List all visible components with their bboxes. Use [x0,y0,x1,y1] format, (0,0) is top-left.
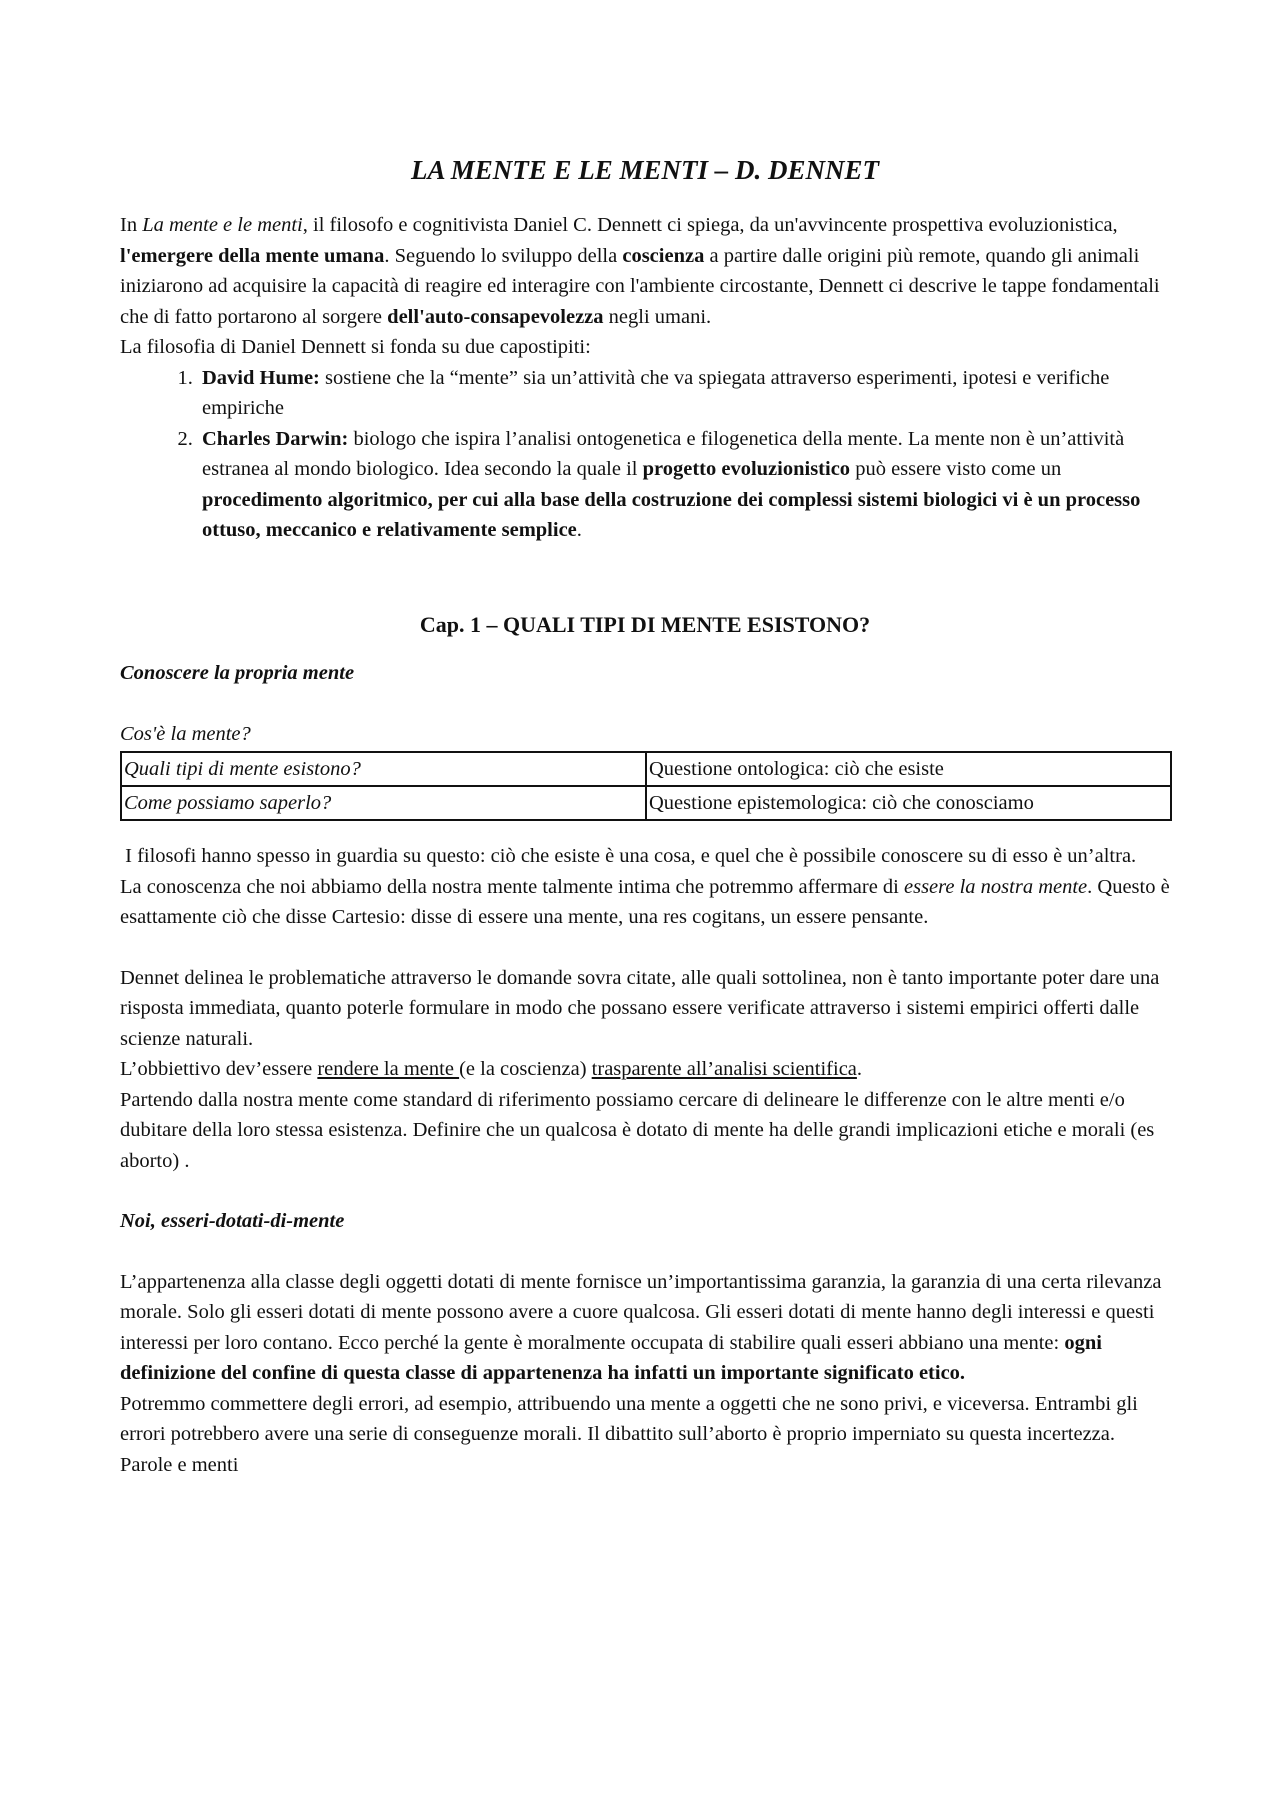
table-cell: Quali tipi di mente esistono? [121,752,646,786]
list-item-darwin: 2. Charles Darwin: biologo che ispira l’analisi ontogenetica e filogenetica della mente. La mente non è un’attività estranea al mondo biologico. Idea secondo la quale il progetto evoluzionistico può essere visto come un procedimento algoritmico, per cui alla base della costruzione dei complessi sistemi biologici vi è un processo ottuso, meccanico e relativamente semplice. [198,424,1170,546]
doc-title: LA MENTE E LE MENTI – D. DENNET [410,155,880,185]
question-line: Cos'è la mente? [120,722,251,745]
paragraph-appartenenza: L’appartenenza alla classe degli oggetti dotati di mente fornisce un’importantissima garanzia, la garanzia di una certa rilevanza morale. Solo gli esseri dotati di mente possono avere a cuore qualcosa. Gli esseri dotati di mente hanno degli interessi e questi interessi per loro contano. Ecco perché la gente è moralmente occupata di stabilire quali esseri abbiano una mente: ogni definizione del confine di questa classe di appartenenza ha infatti un importante significato etico. [120,1270,1162,1384]
paragraph-obbiettivo: L’obbiettivo dev’essere rendere la mente (e la coscienza) trasparente all’analisi scientifica. [120,1058,863,1080]
table-cell: Questione ontologica: ciò che esiste [646,752,1171,786]
numbered-list [120,363,1170,546]
spacer [120,689,1170,719]
section-heading-noi: Noi, esseri-dotati-di-mente [120,1210,345,1232]
table-cell: Questione epistemologica: ciò che conosciamo [646,786,1171,820]
spacer [120,933,1170,963]
section-heading-conoscere: Conoscere la propria mente [120,662,355,684]
spacer [120,1176,1170,1206]
intro-paragraph: In La mente e le menti, il filosofo e cognitivista Daniel C. Dennett ci spiega, da un'avvincente prospettiva evoluzionistica, l'emergere della mente umana. Seguendo lo sviluppo della coscienza a partire dalle origini più remote, quando gli animali iniziarono ad acquisire la capacità di reagire ed interagire con l'ambiente circostante, Dennett ci descrive le tappe fondamentali che di fatto portarono al sorgere dell'auto-consapevolezza negli umani. [120,214,1160,328]
paragraph-partendo: Partendo dalla nostra mente come standard di riferimento possiamo cercare di delineare le differenze con le altre menti e/o dubitare della loro stessa esistenza. Definire che un qualcosa è dotato di mente ha delle grandi implicazioni etiche e morali (es aborto) . [120,1088,1155,1172]
document-body [120,140,1170,1480]
paragraph-dennet: Dennet delinea le problematiche attraverso le domande sovra citate, alle quali sottolinea, non è tanto importante poter dare una risposta immediata, quanto poterle formulare in modo che possano essere verificate attraverso i sistemi empirici offerti dalle scienze naturali. [120,966,1160,1050]
paragraph-conoscenza: La conoscenza che noi abbiamo della nostra mente talmente intima che potremmo affermare di essere la nostra mente. Questo è esattamente ciò che disse Cartesio: disse di essere una mente, una res cogitans, un essere pensante. [120,875,1170,928]
chapter-heading: Cap. 1 – QUALI TIPI DI MENTE ESISTONO? [419,611,871,637]
spacer [120,1237,1170,1267]
table-cell: Come possiamo saperlo? [121,786,646,820]
foundation-paragraph: La filosofia di Daniel Dennett si fonda su due capostipiti: [120,336,591,358]
table-row [121,786,1171,820]
questions-table [120,751,1172,821]
paragraph-filosofi: I filosofi hanno spesso in guardia su questo: ciò che esiste è una cosa, e quel che è possibile conoscere su di esso è un’altra. [120,845,1137,867]
paragraph-errori: Potremmo commettere degli errori, ad esempio, attribuendo una mente a oggetti che ne sono privi, e viceversa. Entrambi gli errori potrebbero avere una serie di conseguenze morali. Il dibattito sull’aborto è proprio imperniato su questa incertezza. [120,1392,1138,1445]
paragraph-parole: Parole e menti [120,1453,239,1476]
list-item-hume: 1. David Hume: sostiene che la “mente” sia un’attività che va spiegata attraverso esperimenti, ipotesi e verifiche empiriche [198,363,1170,424]
table-row [121,752,1171,786]
